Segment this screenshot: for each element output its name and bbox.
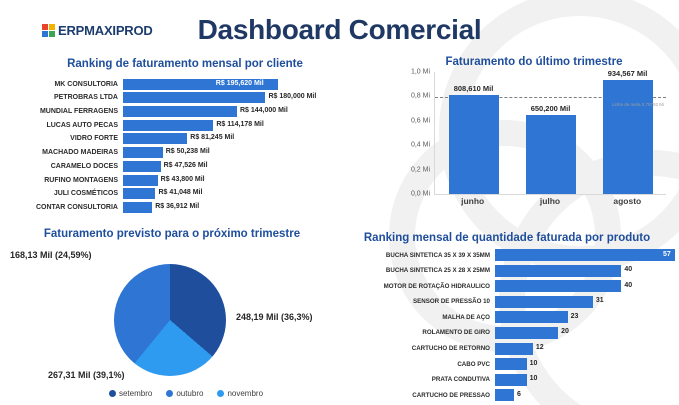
chart2-category-label: julho [539,196,561,206]
chart-ranking-clientes [6,78,366,214]
chart4-value-label: 40 [624,281,633,289]
chart2-y-tick: 0,6 Mi [410,117,430,125]
chart1-category-label: RUFINO MONTAGENS [44,176,118,184]
chart3-title: Faturamento previsto para o próximo trimestre [43,228,301,240]
chart1-value-label: R$ 36,912 Mil [155,202,200,210]
chart1-value-label: R$ 43,800 Mil [160,175,205,183]
chart2-bar-wrap [526,72,576,194]
chart4-bar-track [495,280,676,292]
chart1-bar-track [123,79,366,90]
pie-label-setembro: 267,31 Mil (39,1%) [48,370,125,380]
chart1-bar-row [6,78,366,90]
chart1-value-label: R$ 47,526 Mil [163,161,208,169]
chart1-bar-row [6,105,366,117]
chart2-y-tick: 0,2 Mi [410,166,430,174]
chart1-value-label: R$ 81,245 Mil [190,134,235,142]
chart4-bar-row [338,310,676,324]
chart1-category-label: PETROBRAS LTDA [53,94,118,102]
chart1-bar [123,106,237,117]
chart4-bar-track [495,265,676,277]
pie-label-novembro: 168,13 Mil (24,59%) [10,250,92,260]
chart2-value-label: 650,200 Mil [530,103,571,113]
chart2-bar [526,115,576,194]
chart4-value-label: 6 [516,390,521,398]
chart4-value-label: 10 [529,375,538,383]
chart1-value-label: R$ 180,000 Mil [268,93,317,101]
chart4-bar-row [338,279,676,293]
chart4-bar-row [338,326,676,340]
chart4-bar-track [495,374,676,386]
chart4-bar-row [338,295,676,309]
chart1-bar-track [123,175,366,186]
chart1-bar-row [6,188,366,200]
pie-legend-item [109,389,152,398]
pie-chart [114,264,226,376]
chart2-bar [449,95,499,194]
chart4-value-label: 10 [529,359,538,367]
chart4-bar-row [338,264,676,278]
chart1-category-label: JULI COSMÉTICOS [53,190,118,198]
pie-legend-label: novembro [227,389,264,398]
chart1-category-label: CONTAR CONSULTORIA [35,203,118,211]
pie-label-outubro: 248,19 Mil (36,3%) [236,312,313,322]
chart1-category-label: MK CONSULTORIA [54,80,118,88]
chart4-category-label: PRATA CONDUTIVA [431,376,490,384]
chart1-bar [123,120,213,131]
chart2-y-tick: 0,0 Mi [410,190,430,198]
chart4-bar-track [495,343,676,355]
chart4-category-label: MALHA DE AÇO [442,313,490,321]
chart4-bar-track [495,311,676,323]
chart4-bar [495,327,558,339]
chart1-bar [123,147,163,158]
chart1-bar [123,175,158,186]
legend-swatch-icon [166,390,173,397]
chart2-value-label: 934,567 Mil [607,68,648,78]
chart4-bar [495,280,621,292]
chart1-category-label: MACHADO MADEIRAS [42,149,118,157]
chart4-bar-row [338,373,676,387]
chart1-category-label: CARAMELO DOCES [50,162,118,170]
chart1-bar-track [123,161,366,172]
chart4-bar [495,265,621,277]
chart4-bar [495,358,527,370]
chart4-bar [495,374,527,386]
chart4-bar-row [338,388,676,402]
chart4-title: Ranking mensal de quantidade faturada por produto [363,232,651,244]
chart2-y-axis [398,68,432,198]
chart1-bar-row [6,133,366,145]
chart2-bar [603,80,653,194]
chart4-bar [495,296,593,308]
chart2-bars [435,68,666,194]
chart1-bar-track [123,120,366,131]
chart-ranking-produtos [338,248,676,400]
chart1-bar [123,188,155,199]
chart1-bar [123,202,152,213]
chart1-bar-row [6,146,366,158]
chart4-value-label: 31 [595,297,604,305]
chart1-bar-track [123,106,366,117]
chart2-value-label: 808,610 Mil [453,84,494,94]
chart-faturamento-previsto [10,230,362,400]
chart1-category-label: MUNDIAL FERRAGENS [39,108,118,116]
chart4-value-label: 12 [535,344,544,352]
chart1-value-label: R$ 50,238 Mil [165,148,210,156]
chart4-bar-track [495,327,676,339]
chart4-value-label: 40 [624,266,633,274]
chart2-bar-wrap [449,72,499,194]
chart4-value-label: 57 [663,250,671,258]
pie-legend [10,389,362,398]
chart1-bar [123,133,187,144]
chart1-value-label: R$ 41,048 Mil [158,189,203,197]
chart1-bar-row [6,92,366,104]
chart-faturamento-trimestre [398,68,670,224]
chart4-category-label: ROLAMENTO DE GIRO [422,329,490,337]
chart1-title: Ranking de faturamento mensal por cliente [67,58,303,70]
chart1-category-label: VIDRO FORTE [70,135,118,143]
logo-text: ERPMAXIPROD [58,23,153,38]
chart1-bar-track [123,202,366,213]
page-title: Dashboard Comercial [197,14,482,45]
chart4-bar [495,249,675,261]
chart1-bar-row [6,201,366,213]
pie-legend-item [217,389,263,398]
chart4-bar-track [495,249,676,261]
chart2-y-tick: 0,8 Mi [410,92,430,100]
chart1-bar [123,92,265,103]
chart4-category-label: SENSOR DE PRESSÃO 10 [412,298,490,306]
chart1-bar-track [123,92,366,103]
chart1-bar-track [123,188,366,199]
chart4-bar-row [338,341,676,355]
chart4-bar [495,389,514,401]
chart2-title: Faturamento do último trimestre [445,56,623,68]
chart2-x-categories [434,196,666,206]
chart4-bar-track [495,296,676,308]
chart1-value-label: R$ 195,620 Mil [215,79,264,87]
pie-legend-label: outubro [176,389,204,398]
legend-swatch-icon [109,390,116,397]
chart2-y-tick: 1,0 Mi [410,68,430,76]
chart4-value-label: 23 [570,312,579,320]
chart1-bar-track [123,147,366,158]
chart1-value-label: R$ 114,178 Mil [216,120,264,128]
chart1-value-label: R$ 144,000 Mil [239,107,288,115]
chart2-y-tick: 0,4 Mi [410,141,430,149]
chart4-category-label: BUCHA SINTETICA 35 X 39 X 35MM [385,251,490,259]
pie-legend-label: setembro [118,389,153,398]
chart2-category-label: agosto [613,196,642,206]
chart4-bar-row [338,357,676,371]
chart4-category-label: CABO PVC [457,360,490,368]
chart4-category-label: BUCHA SINTETICA 25 X 28 X 25MM [385,267,490,275]
chart4-category-label: MOTOR DE ROTAÇÃO HIDRAULICO [383,282,490,290]
chart2-plot [434,68,666,195]
chart4-category-label: CARTUCHO DE PRESSAO [412,391,490,399]
chart2-annotation: Linha de meta 0,79792 Mi [611,102,664,107]
chart1-bar-track [123,133,366,144]
chart4-bar [495,311,568,323]
legend-swatch-icon [217,390,224,397]
chart4-category-label: CARTUCHO DE RETORNO [411,345,490,353]
chart1-bar-row [6,160,366,172]
chart1-bar-row [6,119,366,131]
chart4-bar-row [338,248,676,262]
chart4-bar-track [495,389,676,401]
pie-legend-item [166,389,203,398]
chart4-bar-track [495,358,676,370]
chart1-bar [123,161,161,172]
chart2-category-label: junho [461,196,485,206]
chart4-bar [495,343,533,355]
chart1-bar-row [6,174,366,186]
chart4-value-label: 20 [561,328,569,336]
chart2-bar-wrap [603,68,653,194]
chart1-category-label: LUCAS AUTO PECAS [46,121,118,129]
